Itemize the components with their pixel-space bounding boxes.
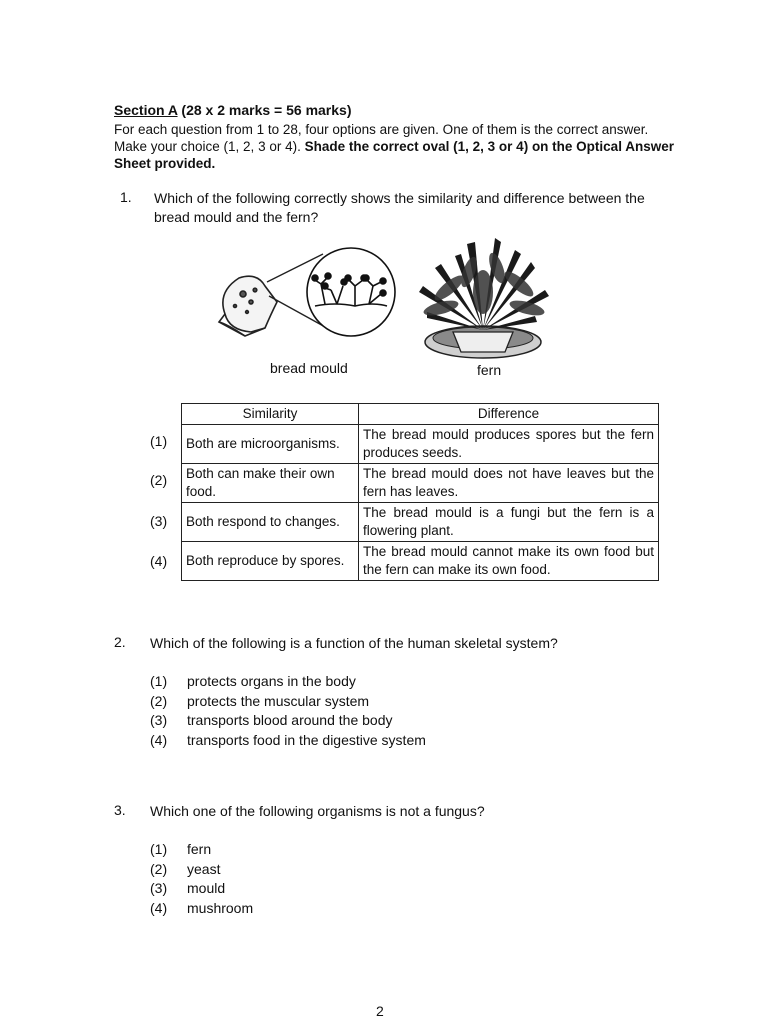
bread-mould-label: bread mould <box>270 360 348 376</box>
option-text: yeast <box>187 860 221 877</box>
instruction-bold: Shade the correct oval (1, 2, 3 or 4) on the Optical Answer Sheet provided. <box>114 139 674 171</box>
similarity-cell: Both reproduce by spores. <box>182 542 359 581</box>
q1-figure <box>205 232 565 382</box>
row-label-3: (3) <box>150 513 168 529</box>
q1-number: 1. <box>120 189 132 205</box>
list-item <box>150 731 426 751</box>
section-marks: (28 x 2 marks = 56 marks) <box>181 102 352 118</box>
q3-number: 3. <box>114 802 126 818</box>
list-item <box>150 899 253 919</box>
list-item <box>150 860 253 880</box>
bread-mould-and-fern-illustration <box>205 232 565 382</box>
difference-header: Difference <box>359 404 659 425</box>
similarity-cell: Both respond to changes. <box>182 503 359 542</box>
option-number: (2) <box>150 860 168 877</box>
table-header-row <box>182 404 659 425</box>
mould-magnified-image <box>307 248 395 336</box>
similarity-difference-table <box>181 403 659 581</box>
fern-plant-image <box>419 238 549 358</box>
row-label-1: (1) <box>150 433 168 449</box>
difference-cell: The bread mould produces spores but the fern produces seeds. <box>359 425 659 464</box>
option-number: (1) <box>150 673 168 689</box>
q2-options <box>150 672 426 750</box>
option-text: protects the muscular system <box>187 692 370 709</box>
instruction-plain: For each question from 1 to 28, four options are given. One of them is the correct answer. Make your choice (1, 2, 3 or 4). <box>114 122 649 154</box>
bread-slice-image <box>219 276 277 336</box>
list-item <box>150 879 253 899</box>
q1-text: Which of the following correctly shows the similarity and difference between the bread mould and the fern? <box>154 190 645 225</box>
row-label-4: (4) <box>150 553 168 569</box>
option-text: mushroom <box>187 899 254 916</box>
difference-cell: The bread mould cannot make its own food but the fern can make its own food. <box>359 542 659 581</box>
option-number: (1) <box>150 841 168 857</box>
section-heading <box>114 102 352 118</box>
q3-options <box>150 840 253 918</box>
difference-cell: The bread mould does not have leaves but the fern has leaves. <box>359 464 659 503</box>
option-number: (3) <box>150 880 168 896</box>
list-item <box>150 840 253 860</box>
similarity-header: Similarity <box>182 404 359 425</box>
option-text: transports blood around the body <box>187 712 393 728</box>
table-row <box>182 425 659 464</box>
option-text: transports food in the digestive system <box>187 731 426 748</box>
similarity-cell: Both can make their own food. <box>182 464 359 503</box>
fern-label: fern <box>477 362 502 378</box>
table-row <box>182 503 659 542</box>
q2-number: 2. <box>114 634 126 650</box>
list-item <box>150 692 426 712</box>
option-text: protects organs in the body <box>187 673 356 689</box>
list-item <box>150 711 426 731</box>
row-label-2: (2) <box>150 472 168 488</box>
table-row <box>182 542 659 581</box>
option-text: mould <box>187 880 226 896</box>
similarity-cell: Both are microorganisms. <box>182 425 359 464</box>
page-number: 2 <box>376 1003 384 1019</box>
table-row <box>182 464 659 503</box>
difference-cell: The bread mould is a fungi but the fern is a flowering plant. <box>359 503 659 542</box>
option-number: (4) <box>150 731 168 748</box>
list-item <box>150 672 426 692</box>
section-instructions <box>114 121 674 172</box>
option-text: fern <box>187 841 212 857</box>
option-number: (4) <box>150 899 168 916</box>
q3-text: Which one of the following organisms is not a fungus? <box>150 803 485 819</box>
q2-text: Which of the following is a function of the human skeletal system? <box>150 635 558 651</box>
section-title: Section A <box>114 102 178 118</box>
option-number: (3) <box>150 712 168 728</box>
option-number: (2) <box>150 692 168 709</box>
